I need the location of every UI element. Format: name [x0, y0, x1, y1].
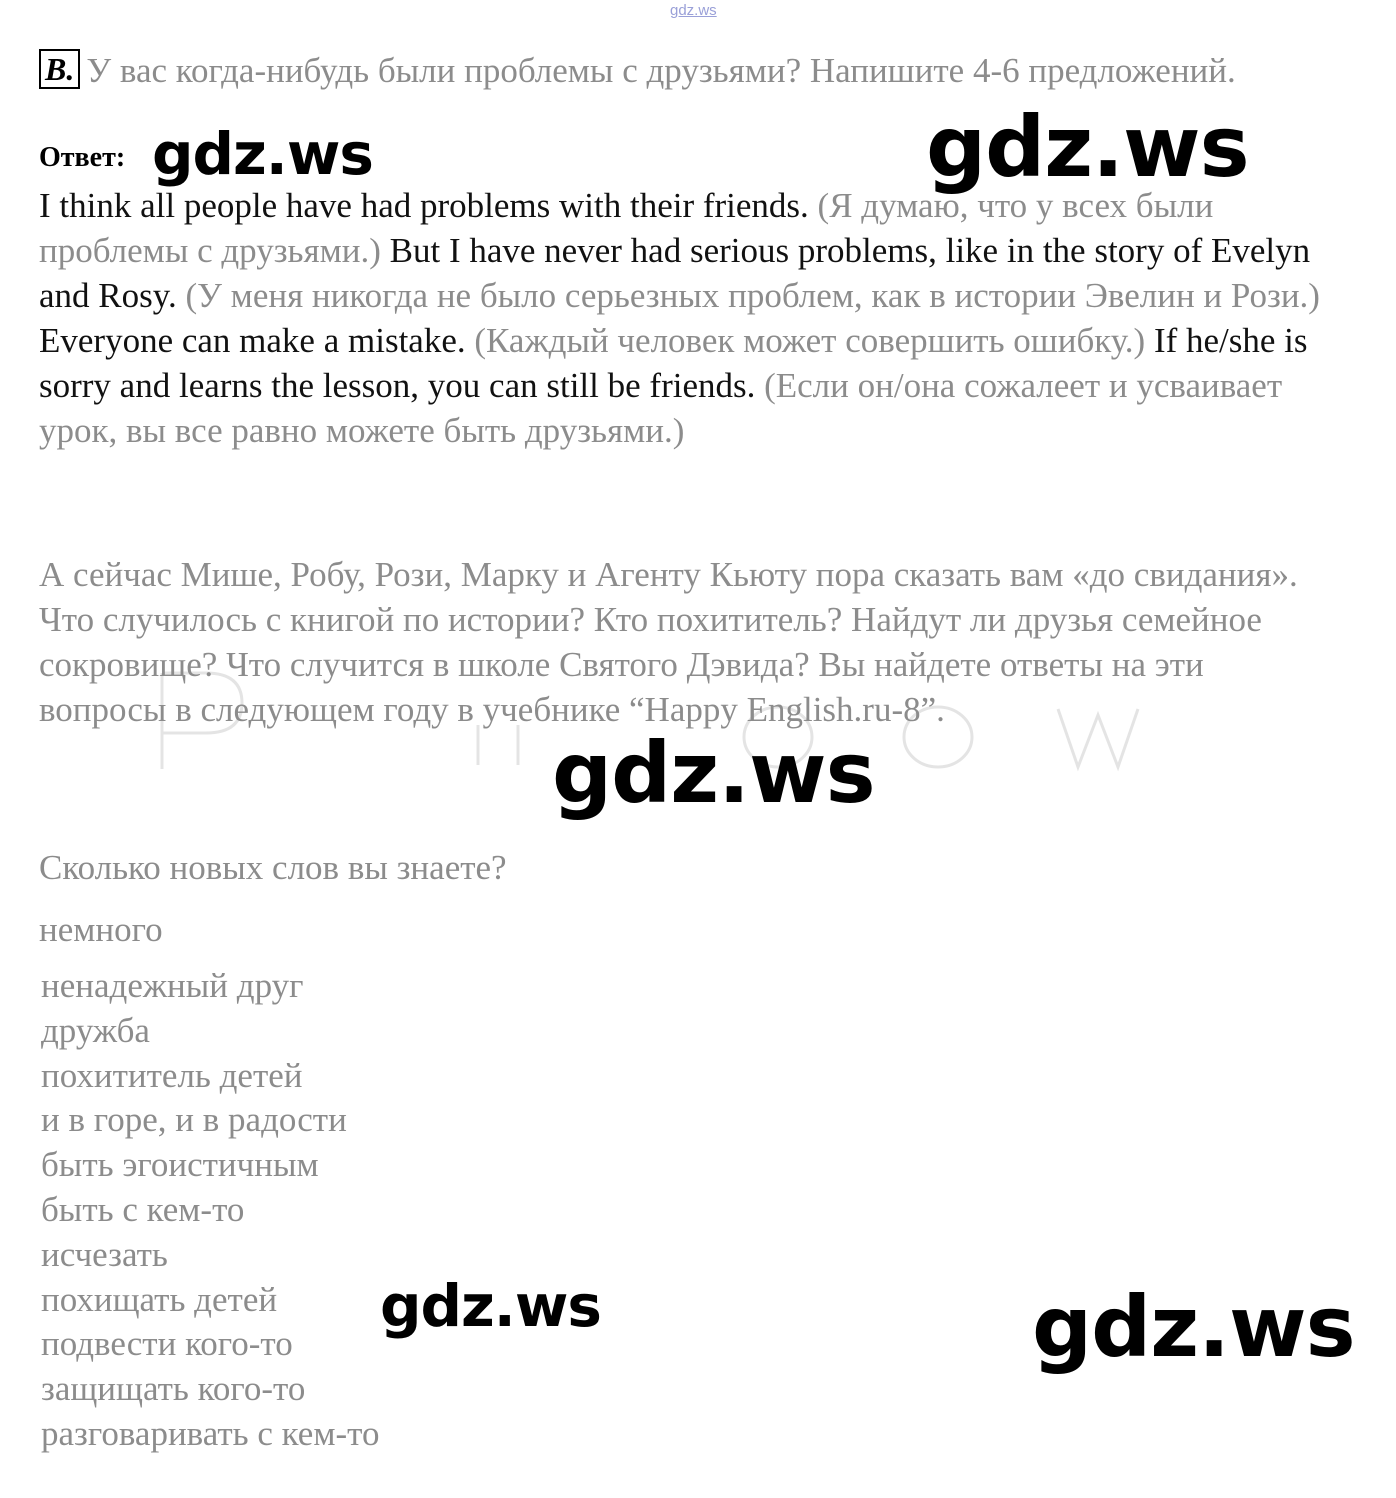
answer-sentence-en: I think all people have had problems with their friends.	[39, 186, 809, 225]
vocab-question: Сколько новых слов вы знаете?	[39, 848, 507, 887]
answer-label: Ответ:	[39, 142, 126, 173]
exercise-prompt-block	[39, 48, 1359, 94]
vocab-word: ненадежный друг	[41, 966, 304, 1005]
watermark: gdz.ws	[552, 724, 875, 822]
vocab-word: защищать кого-то	[41, 1369, 306, 1409]
answer-translation-ru: (У меня никогда не было серьезных проблем, как в истории Эвелин и Рози.)	[185, 276, 1320, 315]
answer-sentence-en: Everyone can make a mistake.	[39, 321, 466, 360]
answer-translation-ru: (Если он/она сожалеет и усваивает урок, вы все равно можете быть друзьями.)	[39, 366, 1283, 450]
farewell-paragraph: А сейчас Мише, Робу, Рози, Марку и Агенту Кьюту пора сказать вам «до свидания». Что случилось с книгой по истории? Кто похититель? Найдут ли друзья семейное сокровище? Что случится в школе Святого Дэвида? Вы найдете ответы на эти вопросы в следующем году в учебнике “Happy English.ru-8”.	[39, 555, 1298, 729]
answer-text	[39, 183, 1359, 453]
vocab-word-list	[41, 964, 379, 1457]
exercise-prompt: У вас когда-нибудь были проблемы с друзьями? Напишите 4-6 предложений.	[86, 51, 1236, 90]
vocab-word: похищать детей	[41, 1279, 278, 1319]
answer-sentence-en: But I have never had serious problems, like in the story of Evelyn and Rosy.	[39, 231, 1311, 315]
vocab-word: исчезать	[41, 1234, 168, 1274]
vocab-word: дружба	[41, 1010, 150, 1050]
answer-translation-ru: (Я думаю, что у всех были проблемы с друзьями.)	[39, 186, 1214, 270]
exercise-letter-badge: B.	[39, 49, 80, 89]
vocab-word: быть эгоистичным	[41, 1145, 319, 1185]
watermark: gdz.ws	[152, 120, 373, 188]
vocab-word: похититель детей	[41, 1055, 303, 1095]
vocab-word: и в горе, и в радости	[41, 1100, 347, 1140]
watermark: gdz.ws	[1032, 1278, 1355, 1376]
site-mark[interactable]: gdz.ws	[670, 2, 717, 19]
watermark: gdz.ws	[926, 98, 1249, 196]
answer-sentence-en: If he/she is sorry and learns the lesson, you can still be friends.	[39, 321, 1308, 405]
vocab-word: быть с кем-то	[41, 1189, 245, 1229]
vocab-word: подвести кого-то	[41, 1324, 293, 1364]
vocab-amount: немного	[39, 910, 163, 949]
answer-translation-ru: (Каждый человек может совершить ошибку.)	[474, 321, 1146, 360]
vocab-word: разговаривать с кем-то	[41, 1413, 380, 1453]
watermark: gdz.ws	[380, 1272, 601, 1340]
